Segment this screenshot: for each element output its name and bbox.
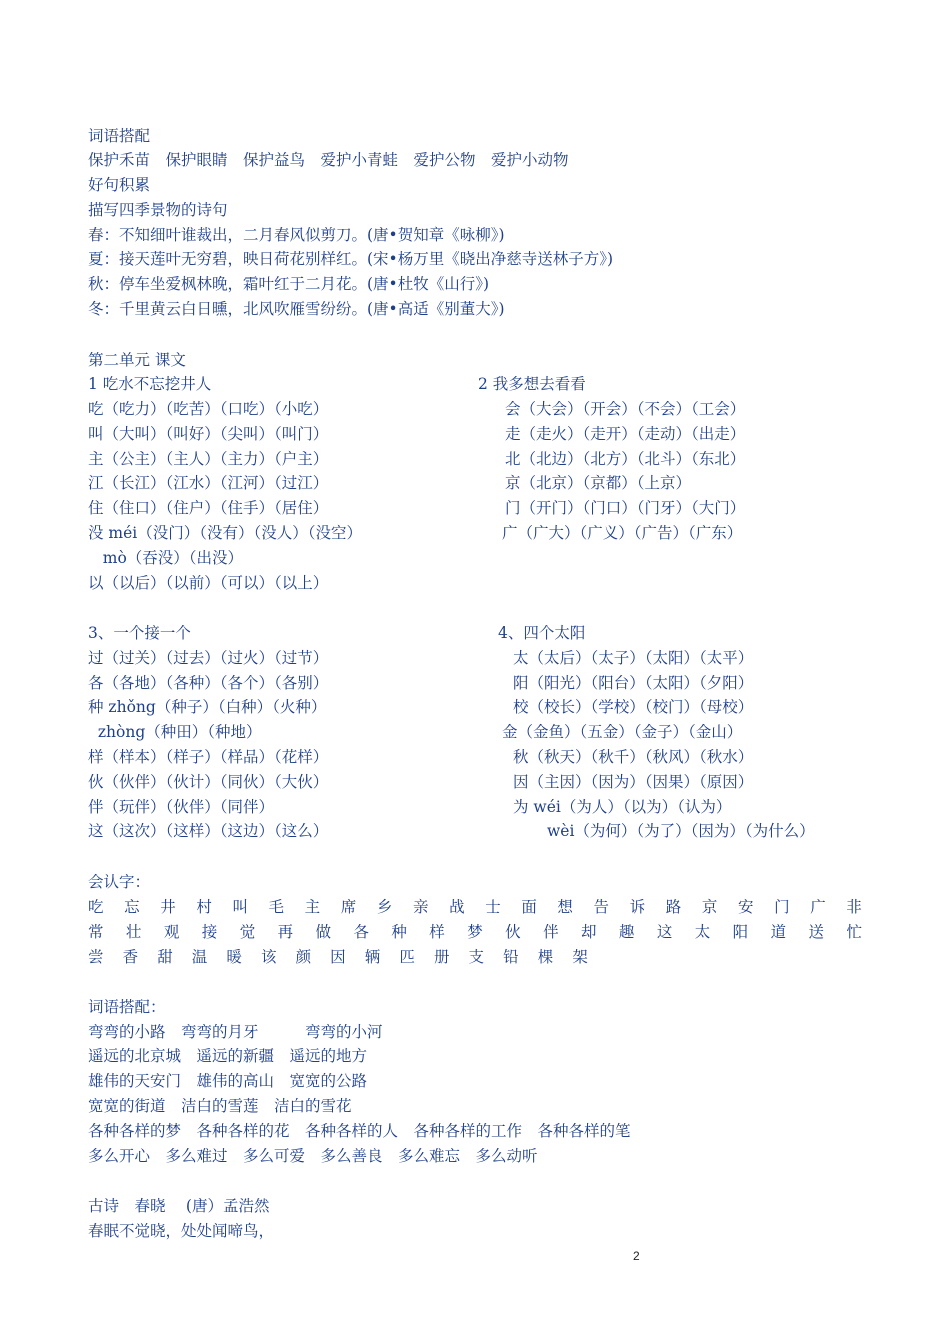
recognize-char: 战 — [449, 898, 465, 916]
poem-winter: 冬：千里黄云白日曛，北风吹雁雪纷纷。(唐•高适《别董大》) — [88, 300, 505, 318]
recognize-char: 香 — [122, 948, 139, 966]
recognize-char: 非 — [846, 898, 862, 916]
lesson3-line: 各（各地）（各种）（各个）（各别） — [88, 674, 329, 692]
ancient-poem-line: 春眠不觉晓，处处闻啼鸟， — [88, 1222, 275, 1240]
recognize-char: 阳 — [732, 923, 749, 941]
lesson1-line: 以（以后）（以前）（可以）（以上） — [88, 574, 329, 592]
recognize-char: 趣 — [618, 923, 635, 941]
recognize-char: 广 — [810, 898, 826, 916]
lesson1-line: 主（公主）（主人）（主力）（户主） — [88, 450, 329, 468]
collocation2-line: 遥远的北京城 遥远的新疆 遥远的地方 — [88, 1047, 368, 1065]
recognize-char: 忘 — [124, 898, 140, 916]
recognize-char: 观 — [163, 923, 180, 941]
recognize-char: 辆 — [364, 948, 381, 966]
poem-summer: 夏：接天莲叶无穷碧，映日荷花别样红。(宋•杨万里《晓出净慈寺送林子方》) — [88, 250, 613, 268]
lesson4-line: 为 wéi（为人）（以为）（认为） — [513, 798, 732, 816]
lesson2-line: 京（北京）（京都）（上京） — [505, 474, 692, 492]
recognize-char: 梦 — [467, 923, 483, 941]
lesson2-title: 2 我多想去看看 — [478, 375, 586, 393]
lesson2-line: 走（走火）（走开）（走动）（出走） — [505, 425, 746, 443]
lesson1-line: 江（长江）（江水）（江河）（过江） — [88, 474, 329, 492]
heading-good-sentences: 好句积累 — [88, 176, 151, 194]
recognize-row — [88, 921, 862, 943]
recognize-char: 想 — [557, 898, 573, 916]
unit-title: 第二单元 课文 — [88, 351, 186, 369]
collocation2-line: 各种各样的梦 各种各样的花 各种各样的人 各种各样的工作 各种各样的笔 — [88, 1122, 631, 1140]
poem-spring: 春：不知细叶谁裁出，二月春风似剪刀。(唐•贺知章《咏柳》) — [88, 226, 505, 244]
page-number: 2 — [633, 1249, 640, 1263]
collocation-line: 保护禾苗 保护眼睛 保护益鸟 爱护小青蛙 爱护公物 爱护小动物 — [88, 151, 569, 169]
recognize-char: 忙 — [846, 923, 862, 941]
lesson2-line: 广（广大）（广义）（广告）（广东） — [502, 524, 743, 542]
recognize-char: 告 — [593, 898, 610, 916]
lesson2-line: 北（北边）（北方）（北斗）（东北） — [505, 450, 746, 468]
recognize-char: 册 — [433, 948, 450, 966]
recognize-char: 暖 — [226, 948, 242, 966]
recognize-char: 觉 — [239, 923, 256, 941]
recognize-char: 这 — [656, 923, 673, 941]
recognize-title: 会认字： — [88, 873, 151, 891]
lesson3-line: 伙（伙伴）（伙计）（同伙）（大伙） — [88, 773, 329, 791]
recognize-char: 门 — [774, 898, 790, 916]
recognize-char: 做 — [315, 923, 332, 941]
recognize-char: 因 — [330, 948, 346, 966]
recognize-char: 棵 — [537, 948, 554, 966]
recognize-char: 面 — [521, 898, 537, 916]
recognize-char: 尝 — [88, 948, 104, 966]
recognize-char: 壮 — [125, 923, 142, 941]
lesson1-line: 吃（吃力）（吃苦）（口吃）（小吃） — [88, 400, 329, 418]
recognize-char: 甜 — [157, 948, 173, 966]
collocation2-line: 宽宽的街道 洁白的雪莲 洁白的雪花 — [88, 1097, 352, 1115]
collocation2-line: 雄伟的天安门 雄伟的高山 宽宽的公路 — [88, 1072, 368, 1090]
lesson4-line: wèi（为何）（为了）（因为）（为什么） — [547, 822, 815, 840]
recognize-char: 路 — [665, 898, 682, 916]
heading-word-collocation: 词语搭配 — [88, 127, 151, 145]
recognize-char: 该 — [260, 948, 277, 966]
recognize-char: 乡 — [376, 898, 393, 916]
recognize-char: 各 — [353, 923, 369, 941]
lesson1-line: mò（吞没）（出没） — [88, 549, 244, 567]
recognize-char: 毛 — [268, 898, 285, 916]
recognize-char: 样 — [429, 923, 445, 941]
lesson2-line: 会（大会）（开会）（不会）（工会） — [505, 400, 746, 418]
recognize-char: 匹 — [399, 948, 415, 966]
lesson4-title: 4、四个太阳 — [498, 624, 586, 642]
recognize-char: 伙 — [505, 923, 521, 941]
lesson3-line: 种 zhǒng（种子）（白种）（火种） — [88, 698, 327, 716]
lesson3-line: 这（这次）（这样）（这边）（这么） — [88, 822, 329, 840]
lesson3-line: 样（样本）（样子）（样品）（花样） — [88, 748, 329, 766]
collocation2-line: 多么开心 多么难过 多么可爱 多么善良 多么难忘 多么动听 — [88, 1147, 538, 1165]
lesson4-line: 因（主因）（因为）（因果）（原因） — [513, 773, 754, 791]
lesson3-title: 3、一个接一个 — [88, 624, 191, 642]
recognize-char: 村 — [196, 898, 212, 916]
lesson3-line: 伴（玩伴）（伙伴）（同伴） — [88, 798, 275, 816]
recognize-row — [88, 896, 862, 918]
recognize-char: 主 — [304, 898, 321, 916]
lesson1-line: 住（住口）（住户）（住手）（居住） — [88, 499, 329, 517]
collocation2-title: 词语搭配： — [88, 998, 166, 1016]
recognize-char: 支 — [468, 948, 485, 966]
recognize-char: 叫 — [232, 898, 248, 916]
lesson4-line: 秋（秋天）（秋千）（秋风）（秋水） — [513, 748, 754, 766]
collocation2-line: 弯弯的小路 弯弯的月牙 弯弯的小河 — [88, 1023, 383, 1041]
recognize-char: 席 — [340, 898, 357, 916]
lesson4-line: 金（金鱼）（五金）（金子）（金山） — [502, 723, 743, 741]
recognize-char: 太 — [694, 923, 711, 941]
recognize-char: 伴 — [543, 923, 559, 941]
ancient-poem-title: 古诗 春晓 (唐）孟浩然 — [88, 1197, 270, 1215]
lesson1-line: 叫（大叫）（叫好）（尖叫）（叫门） — [88, 425, 329, 443]
recognize-char: 京 — [701, 898, 718, 916]
lesson3-line: 过（过关）（过去）（过火）（过节） — [88, 649, 329, 667]
lesson4-line: 阳（阳光）（阳台）（太阳）（夕阳） — [513, 674, 754, 692]
recognize-char: 吃 — [88, 898, 104, 916]
recognize-char: 却 — [580, 923, 597, 941]
lesson3-line: zhòng（种田）（种地） — [88, 723, 262, 741]
recognize-row — [88, 946, 588, 968]
recognize-char: 送 — [808, 923, 825, 941]
lesson4-line: 校（校长）（学校）（校门）（母校） — [513, 698, 754, 716]
heading-season-poems: 描写四季景物的诗句 — [88, 201, 228, 219]
recognize-char: 亲 — [412, 898, 429, 916]
recognize-char: 架 — [572, 948, 588, 966]
poem-autumn: 秋：停车坐爱枫林晚，霜叶红于二月花。(唐•杜牧《山行》) — [88, 275, 489, 293]
recognize-char: 井 — [160, 898, 176, 916]
recognize-char: 种 — [391, 923, 407, 941]
lesson4-line: 太（太后）（太子）（太阳）（太平） — [513, 649, 754, 667]
lesson2-line: 门（开门）（门口）（门牙）（大门） — [505, 499, 746, 517]
recognize-char: 安 — [737, 898, 754, 916]
recognize-char: 再 — [277, 923, 294, 941]
recognize-char: 温 — [191, 948, 208, 966]
lesson1-line: 没 méi（没门）（没有）（没人）（没空） — [88, 524, 363, 542]
recognize-char: 道 — [770, 923, 787, 941]
recognize-char: 常 — [88, 923, 104, 941]
recognize-char: 颜 — [295, 948, 312, 966]
recognize-char: 诉 — [629, 898, 646, 916]
recognize-char: 接 — [201, 923, 218, 941]
recognize-char: 士 — [485, 898, 501, 916]
recognize-char: 铅 — [503, 948, 519, 966]
lesson1-title: 1 吃水不忘挖井人 — [88, 375, 212, 393]
